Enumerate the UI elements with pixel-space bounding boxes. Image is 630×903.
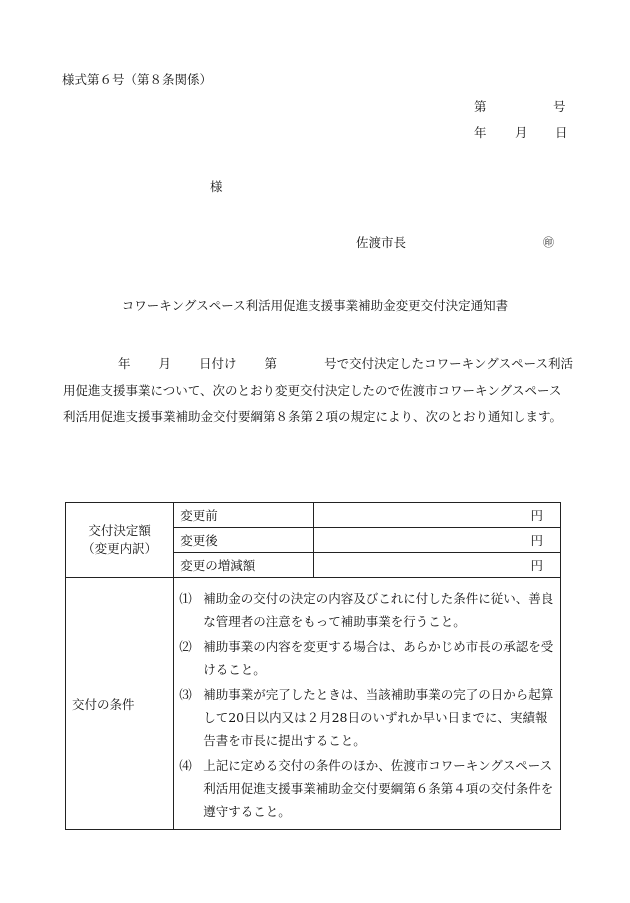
date-year-label: 年	[474, 125, 487, 140]
form-number: 様式第６号（第８条関係）	[62, 72, 213, 87]
amount-header	[66, 503, 174, 578]
body-dated-label: 日付け	[199, 356, 237, 371]
seal-icon: ㊞	[543, 236, 554, 249]
amount-row-label: 変更後	[174, 528, 314, 553]
amount-row-unit: 円	[314, 503, 561, 528]
body-paragraph	[63, 351, 573, 431]
condition-item	[179, 754, 554, 823]
table-row	[66, 578, 561, 830]
amount-row-unit: 円	[314, 553, 561, 578]
condition-text: 補助金の交付の決定の内容及びこれに付した条件に従い、善良な管理者の注意をもって補助事業を行うこと。	[203, 591, 554, 629]
condition-number: ⑷	[179, 758, 192, 773]
condition-item	[179, 683, 554, 752]
decision-table	[65, 502, 561, 830]
amount-header-line2: （変更内訳）	[82, 541, 158, 556]
recipient-honorific: 様	[210, 179, 223, 194]
condition-text: 補助事業の内容を変更する場合は、あらかじめ市長の承認を受けること。	[203, 639, 554, 677]
date-day-label: 日	[555, 125, 568, 140]
condition-item	[179, 635, 554, 681]
condition-text: 上記に定める交付の条件のほか、佐渡市コワーキングスペース利活用促進支援事業補助金交付要綱第６条第４項の交付条件を遵守すること。	[203, 758, 554, 819]
document-number-prefix: 第	[474, 99, 487, 114]
amount-row-label: 変更前	[174, 503, 314, 528]
body-year-label: 年	[118, 356, 131, 371]
document-number-suffix: 号	[553, 99, 566, 114]
condition-number: ⑴	[179, 591, 192, 606]
amount-header-line1: 交付決定額	[88, 523, 151, 538]
issuer-name: 佐渡市長	[356, 235, 407, 250]
conditions-list	[174, 578, 561, 830]
amount-row-label: 変更の増減額	[174, 553, 314, 578]
condition-item	[179, 587, 554, 633]
condition-number: ⑵	[179, 639, 192, 654]
condition-number: ⑶	[179, 687, 192, 702]
table-row	[66, 503, 561, 528]
date-month-label: 月	[515, 125, 528, 140]
amount-row-unit: 円	[314, 528, 561, 553]
body-month-label: 月	[158, 356, 172, 371]
conditions-header: 交付の条件	[66, 578, 174, 830]
body-text-rest: 号で交付決定したコワーキングスペース利活用促進支援事業について、次のとおり変更交付決定したので佐渡市コワーキングスペース利活用促進支援事業補助金交付要綱第８条第２項の規定により、次のとおり通知します。	[63, 356, 573, 425]
document-title: コワーキングスペース利活用促進支援事業補助金変更交付決定通知書	[121, 298, 509, 313]
condition-text: 補助事業が完了したときは、当該補助事業の完了の日から起算して20日以内又は２月28日のいずれか早い日までに、実績報告書を市長に提出すること。	[203, 687, 554, 748]
body-number-prefix: 第	[264, 356, 278, 371]
